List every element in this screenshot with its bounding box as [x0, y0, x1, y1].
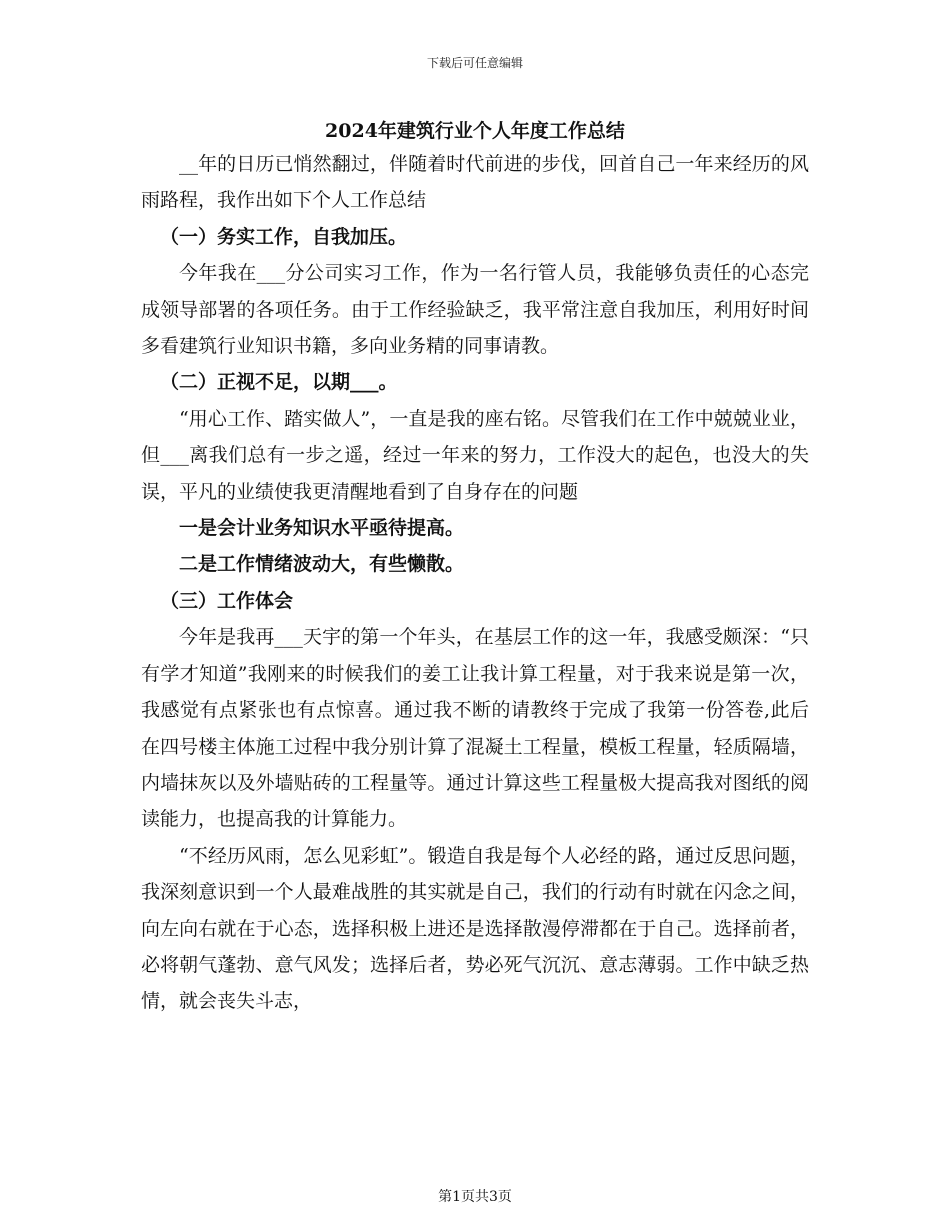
point-item-1: 一是会计业务知识水平亟待提高。	[179, 517, 465, 540]
document-body	[141, 146, 809, 1020]
point-item-2: 二是工作情绪波动大，有些懒散。	[179, 553, 465, 576]
paragraph-section-2: “用心工作、踏实做人”，一直是我的座右铭。尽管我们在工作中兢兢业业，但___离我们总有一步之遥，经过一年来的努力，工作没大的起色，也没大的失误，平凡的业绩使我更清醒地看到了自身存在的问题	[141, 407, 809, 503]
section-heading-2: （二）正视不足，以期___。	[160, 371, 398, 394]
paragraph-intro: __年的日历已悄然翻过，伴随着时代前进的步伐，回首自己一年来经历的风雨路程，我作出如下个人工作总结	[141, 153, 809, 212]
document-title: 2024年建筑行业个人年度工作总结	[325, 120, 625, 142]
paragraph-section-3a: 今年是我再___天宇的第一个年头，在基层工作的这一年，我感受颇深：“只有学才知道”我刚来的时候我们的姜工让我计算工程量，对于我来说是第一次，我感觉有点紧张也有点惊喜。通过我不断的请教终于完成了我第一份答卷,此后在四号楼主体施工过程中我分别计算了混凝土工程量，模板工程量，轻质隔墙，内墙抹灰以及外墙贴砖的工程量等。通过计算这些工程量极大提高我对图纸的阅读能力，也提高我的计算能力。	[141, 626, 809, 831]
section-heading-1: （一）务实工作，自我加压。	[160, 225, 408, 248]
paragraph-section-1: 今年我在___分公司实习工作，作为一名行管人员，我能够负责任的心态完成领导部署的各项任务。由于工作经验缺乏，我平常注意自我加压，利用好时间多看建筑行业知识书籍，多向业务精的同事请教。	[141, 262, 809, 358]
paragraph-section-3b: “不经历风雨，怎么见彩虹”。锻造自我是每个人必经的路，通过反思问题，我深刻意识到一个人最难战胜的其实就是自己，我们的行动有时就在闪念之间，向左向右就在于心态，选择积极上进还是选择散漫停滞都在于自己。选择前者，必将朝气蓬勃、意气风发；选择后者，势必死气沉沉、意志薄弱。工作中缺乏热情，就会丧失斗志，	[141, 844, 809, 1013]
page-footer-number: 第1页共3页	[438, 1189, 512, 1205]
section-heading-3: （三）工作体会	[160, 589, 294, 612]
page-header-note: 下载后可任意编辑	[426, 56, 523, 70]
